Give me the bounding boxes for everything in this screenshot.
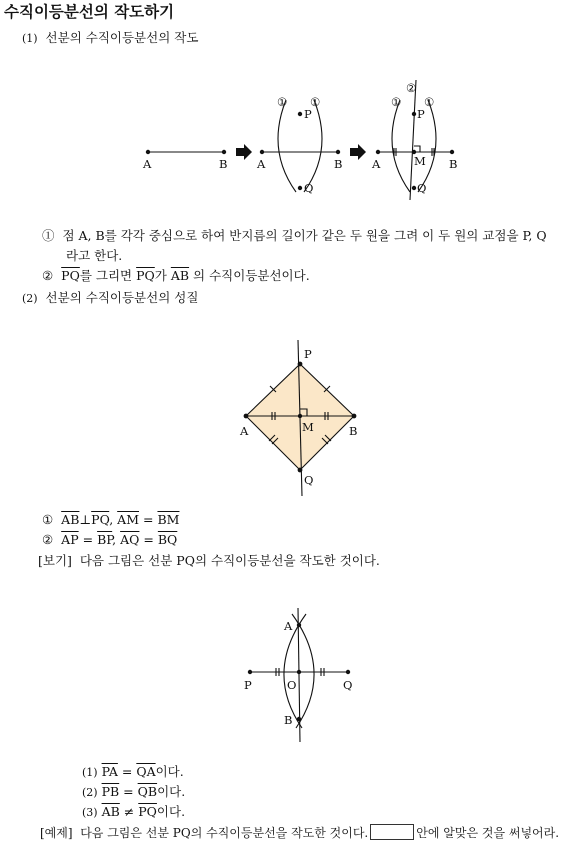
example-prompt: [보기] 다음 그림은 선분 PQ의 수직이등분선을 작도한 것이다. [38, 553, 380, 568]
fig1-circle-mark: ① [277, 95, 288, 109]
fig1-label-b: B [334, 157, 343, 171]
fig1-label-b: B [449, 157, 458, 171]
list-item: (3) $\overline{AB} \ne \overline{PQ}$이다. [82, 804, 186, 819]
fig1-label-a: A [143, 157, 152, 171]
fig2-label-p: P [304, 347, 312, 361]
fig1-circle-mark: ① [310, 95, 321, 109]
fig2-label-b: B [349, 424, 358, 438]
step-1: ① 점 A, B를 각각 중심으로 하여 반지름의 길이가 같은 두 원을 그려 이 두 원의 교점을 P, Q [42, 228, 547, 243]
exercise-tag: [예제] [40, 826, 73, 840]
segment-ab: $\overline{AB}$ [170, 268, 190, 283]
fig1-label-a: A [372, 157, 381, 171]
list-item: (1) $\overline{PA} = \overline{QA}$이다. [82, 764, 184, 779]
fig3-label-a: A [284, 619, 293, 633]
property-1: ① $\overline{AB}\perp\overline{PQ}$, $\overline{AM} = \overline{BM}$ [42, 512, 180, 527]
list-item: (2) $\overline{PB} = \overline{QB}$이다. [82, 784, 186, 799]
fig1-circle-mark: ② [406, 81, 417, 95]
fig2-label-q: Q [304, 473, 314, 487]
fig1-label-q: Q [417, 181, 427, 195]
fig1-label-p: P [304, 107, 312, 121]
fig1-label-p: P [417, 107, 425, 121]
answer-box[interactable] [370, 824, 414, 840]
fig3-label-b: B [284, 713, 293, 727]
section-title: 선분의 수직이등분선의 작도 [45, 30, 199, 45]
fig1-circle-mark: ① [391, 95, 402, 109]
line-pq: $\overline{PQ}$ [136, 268, 155, 283]
step-1-cont: 라고 한다. [66, 248, 123, 263]
example-tag: [보기] [38, 553, 72, 568]
exercise-prompt: [예제] 다음 그림은 선분 PQ의 수직이등분선을 작도한 것이다. 안에 알맞은 것을 써넣어라. [40, 826, 560, 840]
line-pq: $\overline{PQ}$ [61, 268, 80, 283]
fig2-label-m: M [302, 420, 314, 434]
section-number: (1) [22, 32, 38, 45]
fig3-label-o: O [287, 678, 297, 692]
fig2-label-a: A [240, 424, 249, 438]
fig3-label-q: Q [343, 678, 353, 692]
step-2: ② $\overline{PQ}$를 그리면 $\overline{PQ}$가 $\overline{AB}$ 의 수직이등분선이다. [42, 268, 310, 283]
fig3-label-p: P [244, 678, 252, 692]
fig1-circle-mark: ① [424, 95, 435, 109]
fig1-label-a: A [257, 157, 266, 171]
fig1-label-q: Q [304, 181, 314, 195]
fig1-label-b: B [219, 157, 228, 171]
property-2: ② $\overline{AP} = \overline{BP}$, $\overline{AQ} = \overline{BQ}$ [42, 532, 178, 547]
fig1-label-m: M [414, 154, 426, 168]
page-title: 수직이등분선의 작도하기 [4, 3, 175, 21]
section-2-heading: (2) 선분의 수직이등분선의 성질 [22, 290, 199, 305]
